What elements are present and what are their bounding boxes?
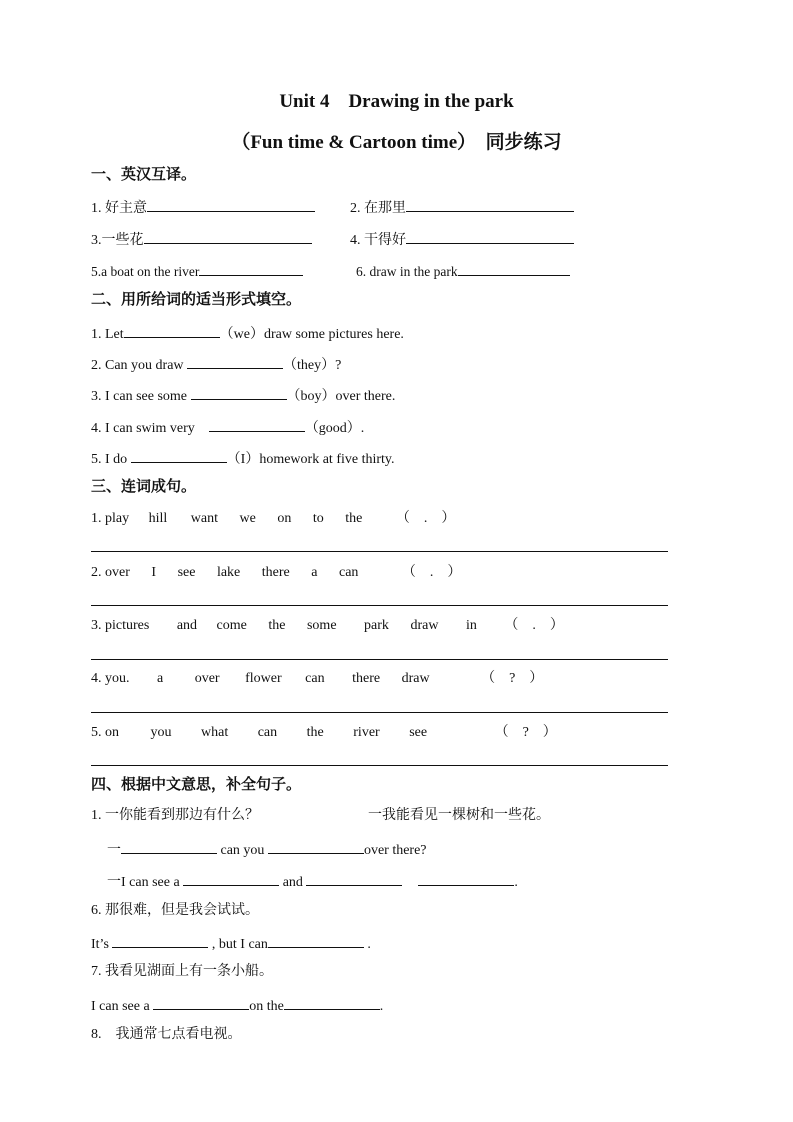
dash: 一 — [107, 843, 121, 858]
word: see — [409, 725, 428, 740]
answer-blank[interactable] — [418, 871, 514, 886]
section-1-heading: 一、英汉互译。 — [91, 167, 197, 183]
s3-item-3-number: 3. — [91, 618, 102, 633]
answer-blank[interactable] — [306, 871, 402, 886]
section-2-heading: 二、用所给词的适当形式填空。 — [91, 292, 302, 308]
answer-blank[interactable] — [458, 261, 570, 276]
text: 一I can see a — [107, 875, 184, 890]
word: the — [345, 511, 363, 526]
s1-item-1-text: 1. 好主意 — [91, 201, 147, 216]
s1-item-6 — [356, 261, 570, 281]
word: a — [311, 565, 318, 580]
s1-item-2 — [350, 197, 574, 218]
text: on the — [249, 999, 284, 1014]
s3-item-2 — [91, 564, 461, 582]
answer-blank[interactable] — [284, 995, 380, 1010]
word: there — [352, 671, 381, 686]
text: and — [279, 875, 307, 890]
s2-item-5 — [91, 448, 395, 469]
answer-blank[interactable] — [124, 323, 220, 338]
answer-line[interactable] — [91, 712, 668, 713]
s2-item-4-prefix: 4. I can swim very — [91, 421, 209, 436]
answer-blank[interactable] — [209, 417, 305, 432]
word: a — [157, 671, 164, 686]
text: over there? — [363, 843, 427, 858]
answer-blank[interactable] — [191, 385, 287, 400]
s1-item-4-text: 4. 干得好 — [350, 233, 406, 248]
section-3-heading: 三、连词成句。 — [91, 479, 197, 495]
page-title: Unit 4 Drawing in the park — [279, 91, 514, 112]
word: what — [201, 725, 229, 740]
word: on — [277, 511, 292, 526]
word: flower — [245, 671, 282, 686]
word: hill — [148, 511, 168, 526]
s2-item-3-suffix: （boy）over there. — [286, 389, 396, 404]
word: pictures — [105, 618, 150, 633]
answer-blank[interactable] — [199, 261, 303, 276]
word: I — [151, 565, 157, 580]
answer-blank[interactable] — [112, 933, 208, 948]
s3-item-1 — [91, 510, 455, 528]
word: play — [105, 511, 130, 526]
word: there — [261, 565, 290, 580]
text: can you — [217, 843, 268, 858]
text: . — [379, 999, 384, 1014]
word: we — [239, 511, 256, 526]
answer-blank[interactable] — [131, 448, 227, 463]
s2-item-1-prefix: 1. Let — [91, 327, 124, 342]
s4-q7-question: 7. 我看见湖面上有一条小船。 — [91, 964, 273, 979]
s3-item-5 — [91, 724, 557, 742]
s2-item-2-prefix: 2. Can you draw — [91, 358, 188, 373]
s2-item-2 — [91, 354, 341, 375]
s1-item-6-text: 6. draw in the park — [356, 264, 458, 279]
word: on — [105, 725, 119, 740]
end-punctuation: （ . ） — [401, 565, 462, 580]
s3-item-3 — [91, 617, 564, 635]
answer-blank[interactable] — [121, 839, 217, 854]
s2-item-1 — [91, 323, 404, 344]
section-4-heading: 四、根据中文意思，补全句子。 — [91, 777, 302, 793]
answer-line[interactable] — [91, 551, 668, 552]
answer-blank[interactable] — [268, 839, 364, 854]
word: in — [465, 618, 477, 633]
answer-blank[interactable] — [153, 995, 249, 1010]
s4-q1-question: 1. 一你能看到那边有什么？ — [91, 808, 259, 823]
s1-item-4 — [350, 229, 574, 250]
s1-item-5-text: 5.a boat on the river — [91, 264, 200, 279]
s2-item-5-suffix: （I）homework at five thirty. — [226, 452, 395, 467]
answer-line[interactable] — [91, 659, 668, 660]
text: I can see a — [91, 999, 154, 1014]
s4-q1-line-2: 一I can see a and . — [107, 871, 518, 892]
s4-q8-question: 8. 我通常七点看电视。 — [91, 1027, 242, 1042]
s3-item-4 — [91, 670, 543, 688]
answer-blank[interactable] — [144, 229, 312, 244]
answer-line[interactable] — [91, 605, 668, 606]
word: draw — [410, 618, 439, 633]
page-subtitle: （Fun time & Cartoon time） 同步练习 — [231, 132, 562, 153]
word: you — [150, 725, 172, 740]
s4-q1-answer-hint: 一我能看见一棵树和一些花。 — [368, 808, 550, 823]
s4-q7-line — [91, 995, 383, 1016]
word: some — [306, 618, 337, 633]
s1-item-5 — [91, 261, 303, 281]
word: over — [105, 565, 130, 580]
word: lake — [216, 565, 241, 580]
s3-item-2-number: 2. — [91, 565, 102, 580]
s1-item-2-text: 2. 在那里 — [350, 201, 406, 216]
word: can — [257, 725, 278, 740]
word: to — [312, 511, 324, 526]
word: draw — [401, 671, 430, 686]
s3-item-4-number: 4. — [91, 671, 102, 686]
word: you. — [105, 671, 130, 686]
s4-q6-line — [91, 933, 371, 954]
answer-line[interactable] — [91, 765, 668, 766]
text: . — [363, 937, 371, 952]
text: , but I can — [208, 937, 268, 952]
answer-blank[interactable] — [183, 871, 279, 886]
word: come — [216, 618, 247, 633]
answer-blank[interactable] — [147, 197, 315, 212]
word: park — [364, 618, 389, 633]
word: river — [353, 725, 380, 740]
answer-blank[interactable] — [268, 933, 364, 948]
answer-blank[interactable] — [406, 197, 574, 212]
word: the — [268, 618, 286, 633]
s2-item-3-prefix: 3. I can see some — [91, 389, 191, 404]
answer-blank[interactable] — [187, 354, 283, 369]
word: over — [194, 671, 220, 686]
end-punctuation: （ . ） — [504, 618, 564, 633]
s1-item-1 — [91, 197, 315, 218]
end-punctuation: （ ? ） — [481, 671, 544, 686]
s2-item-4 — [91, 417, 364, 438]
s2-item-1-suffix: （we）draw some pictures here. — [219, 327, 404, 342]
word: can — [338, 565, 359, 580]
end-punctuation: （ . ） — [395, 511, 456, 526]
s4-q6-question: 6. 那很难，但是我会试试。 — [91, 903, 259, 918]
text: It’s — [91, 937, 113, 952]
answer-blank[interactable] — [406, 229, 574, 244]
s3-item-1-number: 1. — [91, 511, 102, 526]
word: want — [190, 511, 218, 526]
word: see — [177, 565, 196, 580]
s1-item-3 — [91, 229, 312, 250]
s4-q1-line-1 — [107, 839, 427, 860]
word: the — [306, 725, 324, 740]
word: and — [176, 618, 198, 633]
s2-item-3 — [91, 385, 395, 406]
s2-item-4-suffix: （good）. — [304, 421, 365, 436]
end-punctuation: （ ? ） — [494, 725, 557, 740]
s2-item-5-prefix: 5. I do — [91, 452, 131, 467]
word: can — [305, 671, 325, 686]
s2-item-2-suffix: （they）? — [283, 358, 342, 373]
s3-item-5-number: 5. — [91, 725, 102, 740]
s1-item-3-text: 3.一些花 — [91, 233, 144, 248]
